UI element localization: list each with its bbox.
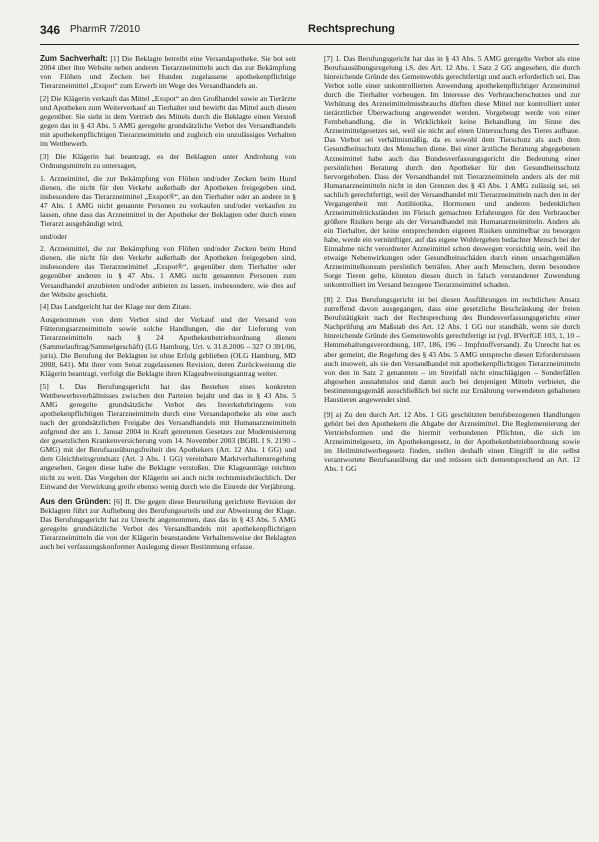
paragraph-text: 1. Arzneimittel, die zur Bekämpfung von Flöhen und/oder Zecken beim Hund dienen, die nicht für den Verkehr außerhalb der Apotheken freigegeben sind, insbesondere das Tierarzneimittel „Exspot®“, an den Tierhalter oder an andere in § 47 Abs. 1 AMG nicht genannte Personen zu verkaufen und/oder verkaufen zu lassen, ohne dass das Arzneimittel in der Apotheke der Beklagten oder durch einen Tierarzt ausgehändigt wird, — [40, 173, 296, 228]
paragraph: [8] 2. Das Berufungsgericht ist bei diesen Ausführungen im rechtlichen Ansatz zutreffend davon ausgegangen, dass eine gesetzliche Beschränkung der freien Berufstätigkeit nach der Rechtsprechung des Bundesverfassungsgerichts einer Nachprüfung am Maßstab des Art. 12 Abs. 1 GG nur standhält, wenn sie durch hinreichende Gründe des Gemeinwohls gerechtfertigt ist (vgl. BVerfGE 103, 1, 10 – Hemmehaltungsverordnung, 107, 186, 196 – Impfstoffversand). Zu Unrecht hat es aber gemeint, die Regelung des § 43 Abs. 5 AMG entspreche diesen Erfordernissen auch insoweit, als sie den Versandhandel mit apothekenpflichtigen Tierarzneimitteln von den in Satz 2 genannten – im Streitfall nicht einschlägigen – Sonderfällen abgesehen ausnahmslos und damit auch bei denjenigen Mitteln verbietet, die bestimmungsgemäß ausschließlich bei nicht zur Ernährung verwendeten gehaltenen Haustieren angewendet sind. — [324, 295, 580, 404]
paragraph — [40, 497, 296, 551]
paragraph-text: [4] Das Landgericht hat der Klage nur dem Zitate. — [40, 302, 192, 312]
paragraph-text: [5] I. Das Berufungsgericht hat das Bestehen eines konkreten Wettbewerbsverhältnisses zwischen den Parteien bejaht und das in § 43 Abs. 5 AMG geregelte grundsätzliche Verbot des Inverkehrbringens von apothekenpflichtigen Tierarzneimitteln durch eine Versandapotheke als eine auch nach der grundsätzlichen Freigabe des Versandhandels mit Humanarzneimitteln aufgrund der am 1. Januar 2004 in Kraft getretenen Gesetzes zur Modernisierung der gesetzlichen Krankenversicherung vom 14. November 2003 (BGBl. I S. 2190 – GMG) mit der Berufsausübungsfreiheit des Apothekers (Art. 12 Abs. 1 GG) und dem Gleichheitsgrundsatz (Art. 3 Abs. 1 GG) vereinbare Marktverhaltensregelung angesehen. Gegen diese habe die Beklagte verstoßen. Die Klageanträge reichten nicht zu weit. Das Vorgehen der Klägerin sei auch nicht rechtsmissbräuchlich. Der Einwand der Verwirkung greife ebenso wenig durch wie die Einrede der Verjährung. — [40, 382, 296, 491]
right-text-column — [324, 54, 580, 477]
paragraph: [9] a) Zu den durch Art. 12 Abs. 1 GG geschützten berufsbezogenen Handlungen gehört bei den Apothekern die Abgabe der Arzneimittel. Die Reglementierung der Vertriebsformen und die hiermit verbundenen Pflichten, die sich im Arzneimittelgesetz, im Apothekengesetz, in der Apothekenbetriebsordnung sowie im Heilmittelwerbegesetz finden, stellen deshalb einen Eingriff in die selbst verantwortete Berufsausübung dar und müssen sich dementsprechend an Art. 12 Abs. 1 GG — [324, 409, 580, 474]
paragraph-text: [3] Die Klägerin hat beantragt, es der Beklagten unter Androhung von Ordnungsmitteln zu untersagen, — [40, 151, 296, 170]
paragraph-text: 2. Arzneimittel, die zur Bekämpfung von Flöhen und/oder Zecken beim Hund dienen, die nicht für den Verkehr außerhalb der Apotheken freigegeben sind, insbesondere das Tierarzneimittel „Exspot®“, gegenüber dem Tierhalter oder gegenüber anderen in § 47 Abs. 1 AMG nicht genannten Personen zum Versandhandel anzubieten und/oder anbieten zu lassen, insbesondere, wie dies auf der Website geschieht. — [40, 244, 296, 299]
page-number: 346 — [40, 23, 61, 37]
paragraph — [40, 152, 296, 170]
paragraph — [40, 302, 296, 311]
paragraph: [7] 1. Das Berufungsgericht hat das in § 43 Abs. 5 AMG geregelte Verbot als eine Berufsausübungsregelung i.S. des Art. 12 Abs. 1 Satz 2 GG angesehen, die durch hinreichende Gründe des Gemeinwohls gerechtfertigt und auch erforderlich sei. Das Verbot solle einer unkontrollierten Anwendung apothekenpflichtiger Arzneimittel durch die Tierhalter vorbeugen. Im Interesse des Verbraucherschutzes und zur Verhütung des Arzneimittelmissbrauchs dürften diese Mittel nur kontrolliert unter tierärztlicher Überwachung angewendet werden. Vorgebeugt werde von einer Fernbehandlung, die in Wirklichkeit keine Behandlung im Sinne des Arzneimittelgesetzes sei, weil sie nicht auf einen Untersuchung des Tieres aufbaue. Das Verbot sei verhältnismäßig, da es sowohl dem Tierschutz als auch dem Gesundheitsschutz des Menschen diene. Bei einer ärztliche Beratung abgegebenen Arzneimittel habe auch das Bundesverfassungsgericht die Bedeutung einer persönlichen Beratung durch den Apotheker für den Gesundheitsschutz hervorgehoben. Dass der Versandhandel mit Tierarzneimitteln anders als der mit Humanarzneimitteln nicht in den Grenzen des § 43 Abs. 1 AMG zulässig sei, sei sachlich gerechtfertigt, weil der Versandhandel mit Tierarzneimitteln nach den in der Vergangenheit mit Antibiotika, Hormonen und anderen bedenklichen Arzneimittelrückständen im Fleisch gemachten Erfahrungen für den Verbraucher größere Risiken berge als der Versandhandel mit Humanarzneimitteln. Anders als ein Tierhalter, der keine entsprechenden eigenen Risiken unmittelbar zu besorgen habe, werde ein vernünftiger, auf das eigene Wohlergehen bedachter Mensch bei der Einnahme nicht verordneter Arzneimittel schon deswegen vorsichtig sein, weil ihn etwaige Nebenwirkungen oder Gesundheitsschäden durch einen unsachgemäßen Arzneimittelkonsum persönlich beträfen. Aber auch Menschen, deren besondere Sorge Tieren gelte, könnten diesen durch in falsch verstandener Zuwendung unkontrolliert im Versand bezogene Tierarzneimittel schaden. — [324, 54, 580, 290]
paragraph — [40, 232, 296, 241]
paragraph — [40, 94, 296, 148]
paragraph-text: [1] Die Beklagte betreibt eine Versandapotheke. Sie bot seit 2004 über ihre Website neben anderen Tierarzneimitteln auch das zur Bekämpfung von Flöhen und Zecken bei Hunden zugelassene apothekenpflichtige Tierarzneimittel „Exspot“ zum Erwerb im Wege des Versandhandels an. — [40, 54, 296, 91]
paragraph — [40, 382, 296, 491]
paragraph-text: und/oder — [40, 231, 67, 241]
paragraph — [40, 315, 296, 378]
header-rule — [40, 44, 579, 45]
paragraph-text: [2] Die Klägerin verkauft das Mittel „Exspot“ an den Großhandel sowie an Tierärzte und Apotheken zum Weiterverkauf an Tierhalter und bewirbt das Mittel auch diesen gegenüber. Sie sieht in dem Vertrieb des Mittels durch die Beklagte einen Verstoß gegen das in § 43 Abs. 5 AMG geregelte grundsätzliche Verbot des Versandhandels mit apothekenpflichtigen Tierarzneimitteln und zugleich ein unzulässiges Verhalten im Wettbewerb. — [40, 93, 296, 149]
paragraph-text: Ausgenommen von dem Verbot sind der Verkauf und der Versand von Fütterungsarzneimitteln sowie solche Handlungen, die der Lieferung von Tierarzneimitteln nach § 24 Apothekenbetriebsordnung dienen (Sammelauftrag/Sammelgeschäft) (LG Hamburg, Urt. v. 31.8.2006 – 327 O 391/06, juris). Die Berufung der Beklagten ist ohne Erfolg geblieben (OLG Hamburg, MD 2008, 641). Mit ihrer vom Senat zugelassenen Revision, deren Zurückweisung die Klägerin beantragt, verfolgt die Beklagte ihren Klageabweisungsantrag weiter. — [40, 315, 296, 379]
paragraph-text: [6] II. Die gegen diese Beurteilung gerichtete Revision der Beklagten führt zur Aufhebung des Berufungsurteils und zur Abweisung der Klage. Das Berufungsgericht hat zu Unrecht angenommen, dass das in § 43 Abs. 5 AMG geregelte grundsätzliche Verbot des Versandhandels mit apothekenpflichtigen Tierarzneimitteln die von der Klägerin beanstandete Verhaltensweise der Beklagten auch bei verfassungskonformer Auslegung dieser Bestimmung erfasse. — [40, 496, 297, 551]
run-in-heading: Aus den Gründen: — [40, 496, 112, 506]
left-text-column — [40, 54, 296, 555]
paragraph — [40, 244, 296, 298]
section-title: Rechtsprechung — [308, 23, 395, 35]
paragraph — [40, 54, 296, 90]
run-in-heading: Zum Sachverhalt: — [40, 54, 108, 63]
paragraph — [40, 174, 296, 228]
journal-reference: PharmR 7/2010 — [70, 24, 141, 35]
page-header — [40, 22, 579, 38]
